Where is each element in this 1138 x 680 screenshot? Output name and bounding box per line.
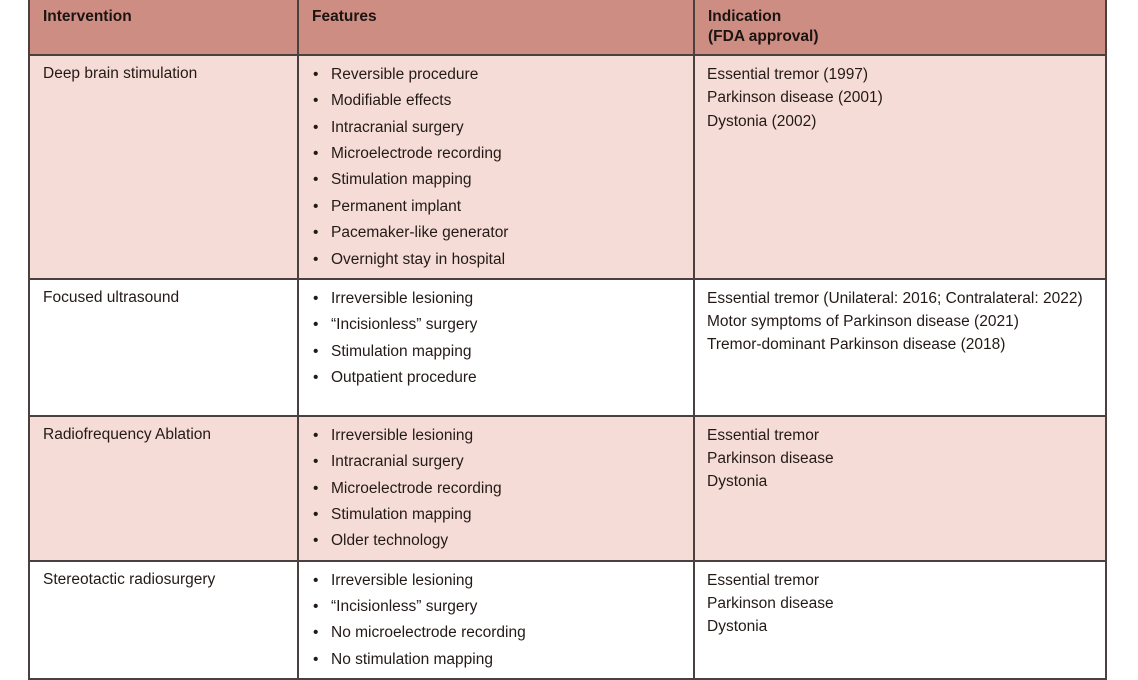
bullet-icon: • (313, 92, 319, 110)
bullet-icon: • (313, 289, 319, 307)
feature-label: No microelectrode recording (331, 624, 526, 642)
cell-indication (694, 55, 1106, 279)
bullet-icon: • (313, 224, 319, 242)
indication-line: Dystonia (707, 618, 768, 636)
bullet-icon: • (313, 571, 319, 589)
table-row (29, 416, 1106, 561)
feature-label: Stimulation mapping (331, 505, 472, 523)
feature-label: Irreversible lesioning (331, 571, 474, 589)
feature-list (309, 290, 683, 386)
bullet-icon: • (313, 532, 319, 550)
feature-label: Overnight stay in hospital (331, 250, 506, 268)
feature-label: Intracranial surgery (331, 118, 464, 136)
feature-label: Irreversible lesioning (331, 426, 474, 444)
bullet-icon: • (313, 118, 319, 136)
bullet-icon: • (313, 171, 319, 189)
intervention-comparison-table (28, 0, 1107, 680)
bullet-icon: • (313, 426, 319, 444)
feature-item (309, 651, 683, 668)
indication-line: Parkinson disease (707, 450, 834, 468)
cell-indication (694, 416, 1106, 561)
intervention-name: Focused ultrasound (43, 288, 180, 306)
bullet-icon: • (313, 197, 319, 215)
bullet-icon: • (313, 250, 319, 268)
indication-line: Parkinson disease (2001) (707, 89, 883, 107)
bullet-icon: • (313, 145, 319, 163)
table-row (29, 279, 1106, 416)
feature-item (309, 343, 683, 360)
table-row (29, 55, 1106, 279)
indication-line: Dystonia (2002) (707, 112, 817, 130)
indication-line: Essential tremor (Unilateral: 2016; Contralateral: 2022) (707, 289, 1083, 307)
feature-label: Pacemaker-like generator (331, 224, 509, 242)
feature-label: Microelectrode recording (331, 479, 502, 497)
bullet-icon: • (313, 624, 319, 642)
column-header-features (298, 0, 694, 55)
indication-line: Essential tremor (707, 571, 819, 589)
feature-item (309, 224, 683, 241)
table-row (29, 561, 1106, 679)
column-header-indication-label: Indication (708, 8, 782, 25)
table-header (29, 0, 1106, 55)
bullet-icon: • (313, 368, 319, 386)
cell-intervention (29, 55, 298, 279)
feature-label: Reversible procedure (331, 66, 479, 83)
feature-label: No stimulation mapping (331, 650, 493, 668)
column-header-features-label: Features (312, 8, 377, 25)
feature-item (309, 532, 683, 549)
feature-item (309, 453, 683, 470)
feature-item (309, 66, 683, 83)
feature-item (309, 198, 683, 215)
column-header-intervention-label: Intervention (43, 8, 132, 25)
bullet-icon: • (313, 598, 319, 616)
comparison-table-container (28, 0, 1105, 680)
intervention-name: Radiofrequency Ablation (43, 425, 212, 443)
bullet-icon: • (313, 66, 319, 83)
feature-list (309, 572, 683, 668)
bullet-icon: • (313, 479, 319, 497)
feature-item (309, 251, 683, 268)
table-header-row (29, 0, 1106, 55)
cell-intervention (29, 279, 298, 416)
feature-label: “Incisionless” surgery (331, 598, 478, 616)
feature-item (309, 369, 683, 386)
feature-label: Permanent implant (331, 197, 462, 215)
cell-indication (694, 561, 1106, 679)
feature-item (309, 119, 683, 136)
feature-label: Stimulation mapping (331, 342, 472, 360)
feature-list (309, 427, 683, 550)
cell-features (298, 55, 694, 279)
feature-list (309, 66, 683, 268)
indication-line: Essential tremor (1997) (707, 66, 869, 83)
indication-line: Dystonia (707, 473, 768, 491)
bullet-icon: • (313, 505, 319, 523)
indication-line: Motor symptoms of Parkinson disease (2021) (707, 313, 1019, 331)
intervention-name: Deep brain stimulation (43, 65, 198, 82)
indication-line: Essential tremor (707, 426, 819, 444)
feature-item (309, 598, 683, 615)
bullet-icon: • (313, 453, 319, 471)
cell-indication (694, 279, 1106, 416)
indication-line: Parkinson disease (707, 594, 834, 612)
feature-label: Irreversible lesioning (331, 289, 474, 307)
feature-item (309, 145, 683, 162)
feature-label: Older technology (331, 532, 449, 550)
feature-label: Microelectrode recording (331, 145, 502, 163)
bullet-icon: • (313, 650, 319, 668)
feature-item (309, 480, 683, 497)
cell-intervention (29, 561, 298, 679)
table-body (29, 55, 1106, 679)
column-header-indication (694, 0, 1106, 55)
feature-label: “Incisionless” surgery (331, 316, 478, 334)
feature-label: Outpatient procedure (331, 368, 477, 386)
column-header-intervention (29, 0, 298, 55)
cell-features (298, 561, 694, 679)
bullet-icon: • (313, 316, 319, 334)
intervention-name: Stereotactic radiosurgery (43, 570, 216, 588)
cell-features (298, 279, 694, 416)
feature-item (309, 572, 683, 589)
feature-label: Modifiable effects (331, 92, 452, 110)
bullet-icon: • (313, 342, 319, 360)
cell-features (298, 416, 694, 561)
feature-item (309, 92, 683, 109)
indication-line: Tremor-dominant Parkinson disease (2018) (707, 336, 1006, 354)
feature-item (309, 624, 683, 641)
feature-item (309, 171, 683, 188)
column-header-indication-sublabel: (FDA approval) (708, 27, 819, 45)
feature-item (309, 506, 683, 523)
feature-item (309, 316, 683, 333)
feature-label: Stimulation mapping (331, 171, 472, 189)
cell-intervention (29, 416, 298, 561)
feature-item (309, 290, 683, 307)
feature-label: Intracranial surgery (331, 453, 464, 471)
feature-item (309, 427, 683, 444)
